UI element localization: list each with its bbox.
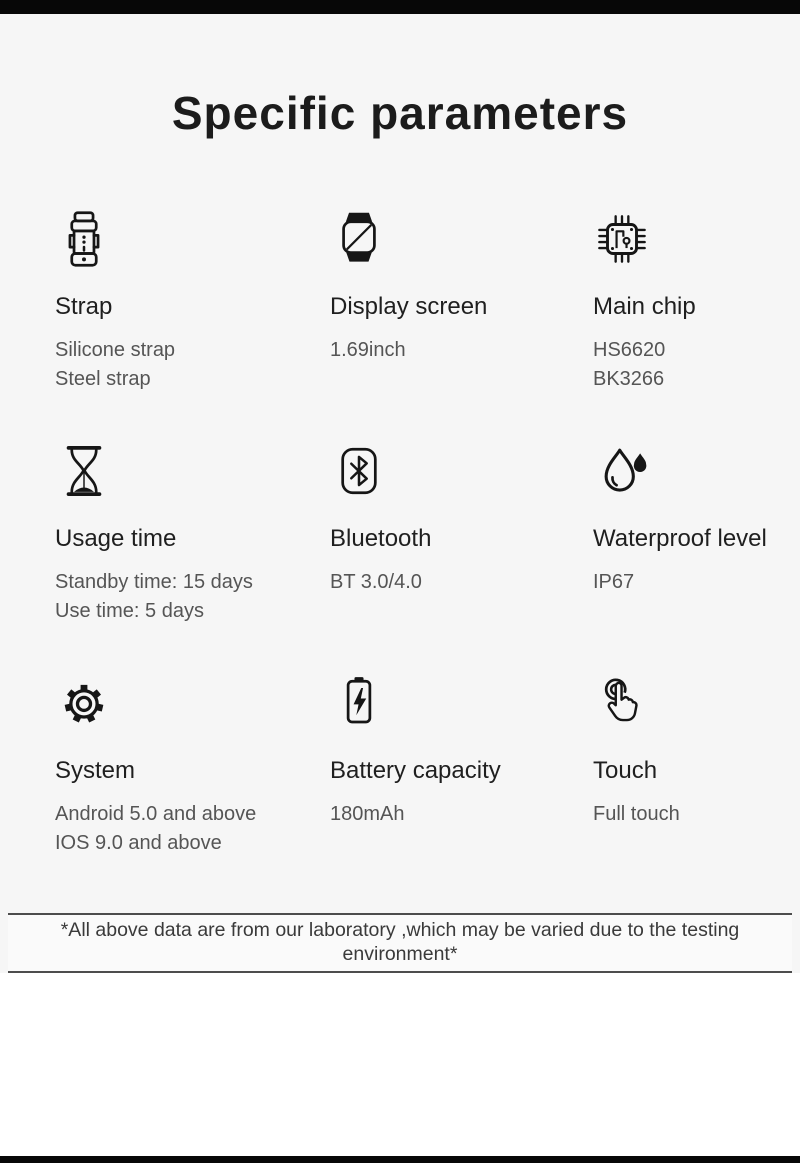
spec-values bbox=[55, 336, 330, 394]
spec-value: Use time: 5 days bbox=[55, 600, 204, 622]
spec-value: Steel strap bbox=[55, 368, 151, 390]
spec-value: IOS 9.0 and above bbox=[55, 832, 222, 854]
touch-icon bbox=[593, 674, 651, 732]
spec-value: 1.69inch bbox=[330, 339, 406, 361]
footer-whitespace bbox=[0, 973, 800, 1156]
spec-values bbox=[55, 568, 330, 626]
waterproof-icon bbox=[593, 442, 651, 500]
specs-grid bbox=[0, 210, 800, 858]
spec-value: 180mAh bbox=[330, 803, 405, 825]
strap-icon bbox=[55, 210, 113, 268]
main-chip-icon bbox=[593, 210, 651, 268]
spec-label: Battery capacity bbox=[330, 757, 501, 784]
usage-time-icon bbox=[55, 442, 113, 500]
spec-label: Waterproof level bbox=[593, 525, 767, 552]
bottom-black-bar bbox=[0, 1156, 800, 1163]
spec-value: IP67 bbox=[593, 571, 635, 593]
top-black-bar bbox=[0, 0, 800, 14]
spec-item bbox=[593, 210, 780, 394]
spec-label: Display screen bbox=[330, 293, 488, 320]
spec-item bbox=[330, 210, 593, 394]
spec-label: Main chip bbox=[593, 293, 696, 320]
spec-value: HS6620 bbox=[593, 339, 666, 361]
spec-values bbox=[593, 336, 780, 394]
spec-values bbox=[330, 568, 593, 597]
spec-values bbox=[593, 568, 780, 597]
spec-values bbox=[593, 800, 780, 829]
spec-value: BK3266 bbox=[593, 368, 665, 390]
spec-item bbox=[55, 210, 330, 394]
spec-label: Bluetooth bbox=[330, 525, 432, 552]
spec-item bbox=[330, 674, 593, 858]
spec-item bbox=[330, 442, 593, 626]
spec-value: Full touch bbox=[593, 803, 680, 825]
spec-value: BT 3.0/4.0 bbox=[330, 571, 422, 593]
spec-label: Usage time bbox=[55, 525, 177, 552]
page-title: Specific parameters bbox=[171, 87, 629, 139]
display-screen-icon bbox=[330, 210, 388, 268]
spec-label: System bbox=[55, 757, 136, 784]
spec-values bbox=[330, 336, 593, 365]
spec-value: Android 5.0 and above bbox=[55, 803, 257, 825]
spec-values bbox=[55, 800, 330, 858]
bluetooth-icon bbox=[330, 442, 388, 500]
battery-icon bbox=[330, 674, 388, 732]
disclaimer-text: *All above data are from our laboratory ,which may be varied due to the testing environment* bbox=[8, 913, 792, 973]
spec-sheet bbox=[0, 14, 800, 973]
spec-item bbox=[593, 674, 780, 858]
spec-label: Strap bbox=[55, 293, 113, 320]
spec-item bbox=[55, 442, 330, 626]
spec-label: Touch bbox=[593, 757, 658, 784]
spec-value: Standby time: 15 days bbox=[55, 571, 253, 593]
spec-value: Silicone strap bbox=[55, 339, 176, 361]
system-icon bbox=[55, 674, 113, 732]
spec-item bbox=[55, 674, 330, 858]
spec-values bbox=[330, 800, 593, 829]
spec-item bbox=[593, 442, 780, 626]
